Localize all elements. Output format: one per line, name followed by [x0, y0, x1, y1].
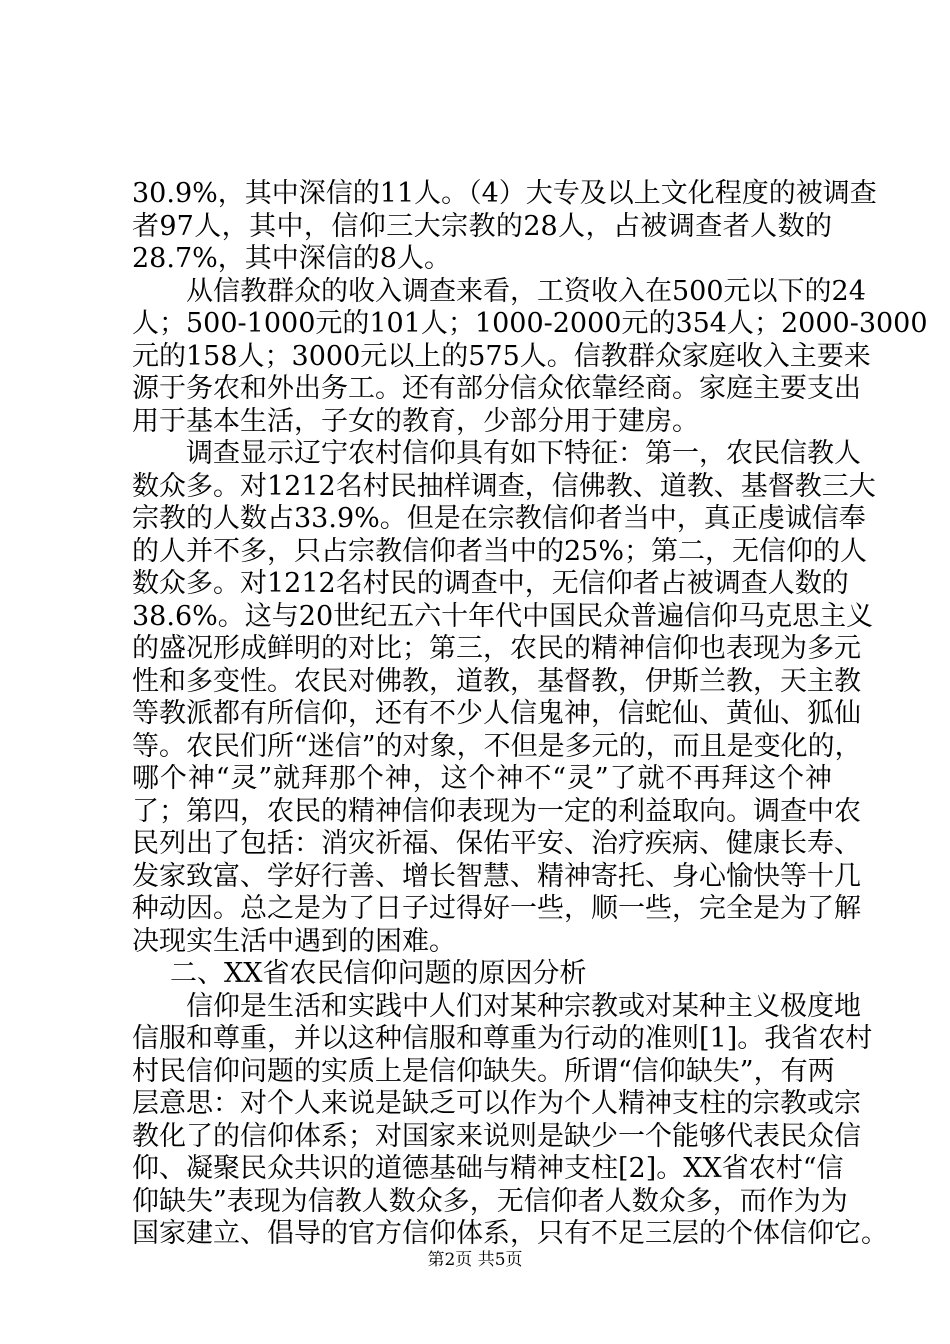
text-line: 用于基本生活，子女的教育，少部分用于建房。 [132, 405, 699, 437]
text-line: 了；第四，农民的精神信仰表现为一定的利益取向。调查中农 [132, 795, 861, 827]
text-line: 数众多。对1212名村民的调查中，无信仰者占被调查人数的 [132, 568, 849, 599]
text-line: 源于务农和外出务工。还有部分信众依靠经商。家庭主要支出 [132, 373, 861, 404]
text-line: 种动因。总之是为了日子过得好一些，顺一些，完全是为了解 [132, 893, 861, 924]
text-line: 决现实生活中遇到的困难。 [132, 925, 456, 957]
text-line: 者97人，其中，信仰三大宗教的28人，占被调查者人数的 [132, 210, 832, 242]
text-line: 发家致富、学好行善、增长智慧、精神寄托、身心愉快等十几 [132, 860, 861, 892]
paragraph-start-line: 从信教群众的收入调查来看，工资收入在500元以下的24 [186, 275, 866, 307]
text-line: 的盛况形成鲜明的对比；第三，农民的精神信仰也表现为多元 [132, 633, 861, 664]
text-line: 数众多。对1212名村民抽样调查，信佛教、道教、基督教三大 [132, 470, 876, 502]
text-line: 仰缺失”表现为信教人数众多，无信仰者人数众多，而作为为 [132, 1185, 848, 1217]
text-line: 村民信仰问题的实质上是信仰缺失。所谓“信仰缺失”，有两 [132, 1055, 835, 1087]
section-heading: 二、XX省农民信仰问题的原因分析 [170, 958, 587, 989]
text-line: 国家建立、倡导的官方信仰体系，只有不足三层的个体信仰它。 [132, 1218, 888, 1249]
text-line: 哪个神“灵”就拜那个神，这个神不“灵”了就不再拜这个神 [132, 763, 832, 794]
text-line: 38.6%。这与20世纪五六十年代中国民众普遍信仰马克思主义 [132, 600, 874, 632]
text-line: 教化了的信仰体系；对国家来说则是缺少一个能够代表民众信 [132, 1120, 861, 1152]
paragraph-start-line: 调查显示辽宁农村信仰具有如下特征：第一，农民信教人 [186, 438, 861, 469]
text-line: 仰、凝聚民众共识的道德基础与精神支柱[2]。XX省农村“信 [132, 1153, 844, 1184]
text-line: 性和多变性。农民对佛教，道教，基督教，伊斯兰教，天主教 [132, 665, 861, 697]
text-line: 人；500-1000元的101人；1000-2000元的354人；2000-3000 [132, 308, 928, 339]
text-line: 的人并不多，只占宗教信仰者当中的25%；第二，无信仰的人 [132, 535, 868, 567]
text-line: 等。农民们所“迷信”的对象，不但是多元的，而且是变化的， [132, 730, 862, 762]
text-line: 元的158人；3000元以上的575人。信教群众家庭收入主要来 [132, 340, 871, 372]
text-line: 宗教的人数占33.9%。但是在宗教信仰者当中，真正虔诚信奉 [132, 503, 866, 534]
text-line: 30.9%，其中深信的11人。（4）大专及以上文化程度的被调查 [132, 178, 877, 209]
page-number-footer: 第2页 共5页 [427, 1250, 523, 1270]
text-line: 等教派都有所信仰，还有不少人信鬼神，信蛇仙、黄仙、狐仙 [132, 698, 861, 729]
text-line: 民列出了包括：消灾祈福、保佑平安、治疗疾病、健康长寿、 [132, 828, 861, 859]
body-text [132, 178, 928, 1251]
text-line: 信服和尊重，并以这种信服和尊重为行动的准则[1]。我省农村 [132, 1023, 873, 1054]
paragraph-start-line: 信仰是生活和实践中人们对某种宗教或对某种主义极度地 [186, 990, 861, 1022]
text-line: 28.7%，其中深信的8人。 [132, 243, 451, 274]
text-line: 层意思：对个人来说是缺乏可以作为个人精神支柱的宗教或宗 [132, 1088, 861, 1119]
